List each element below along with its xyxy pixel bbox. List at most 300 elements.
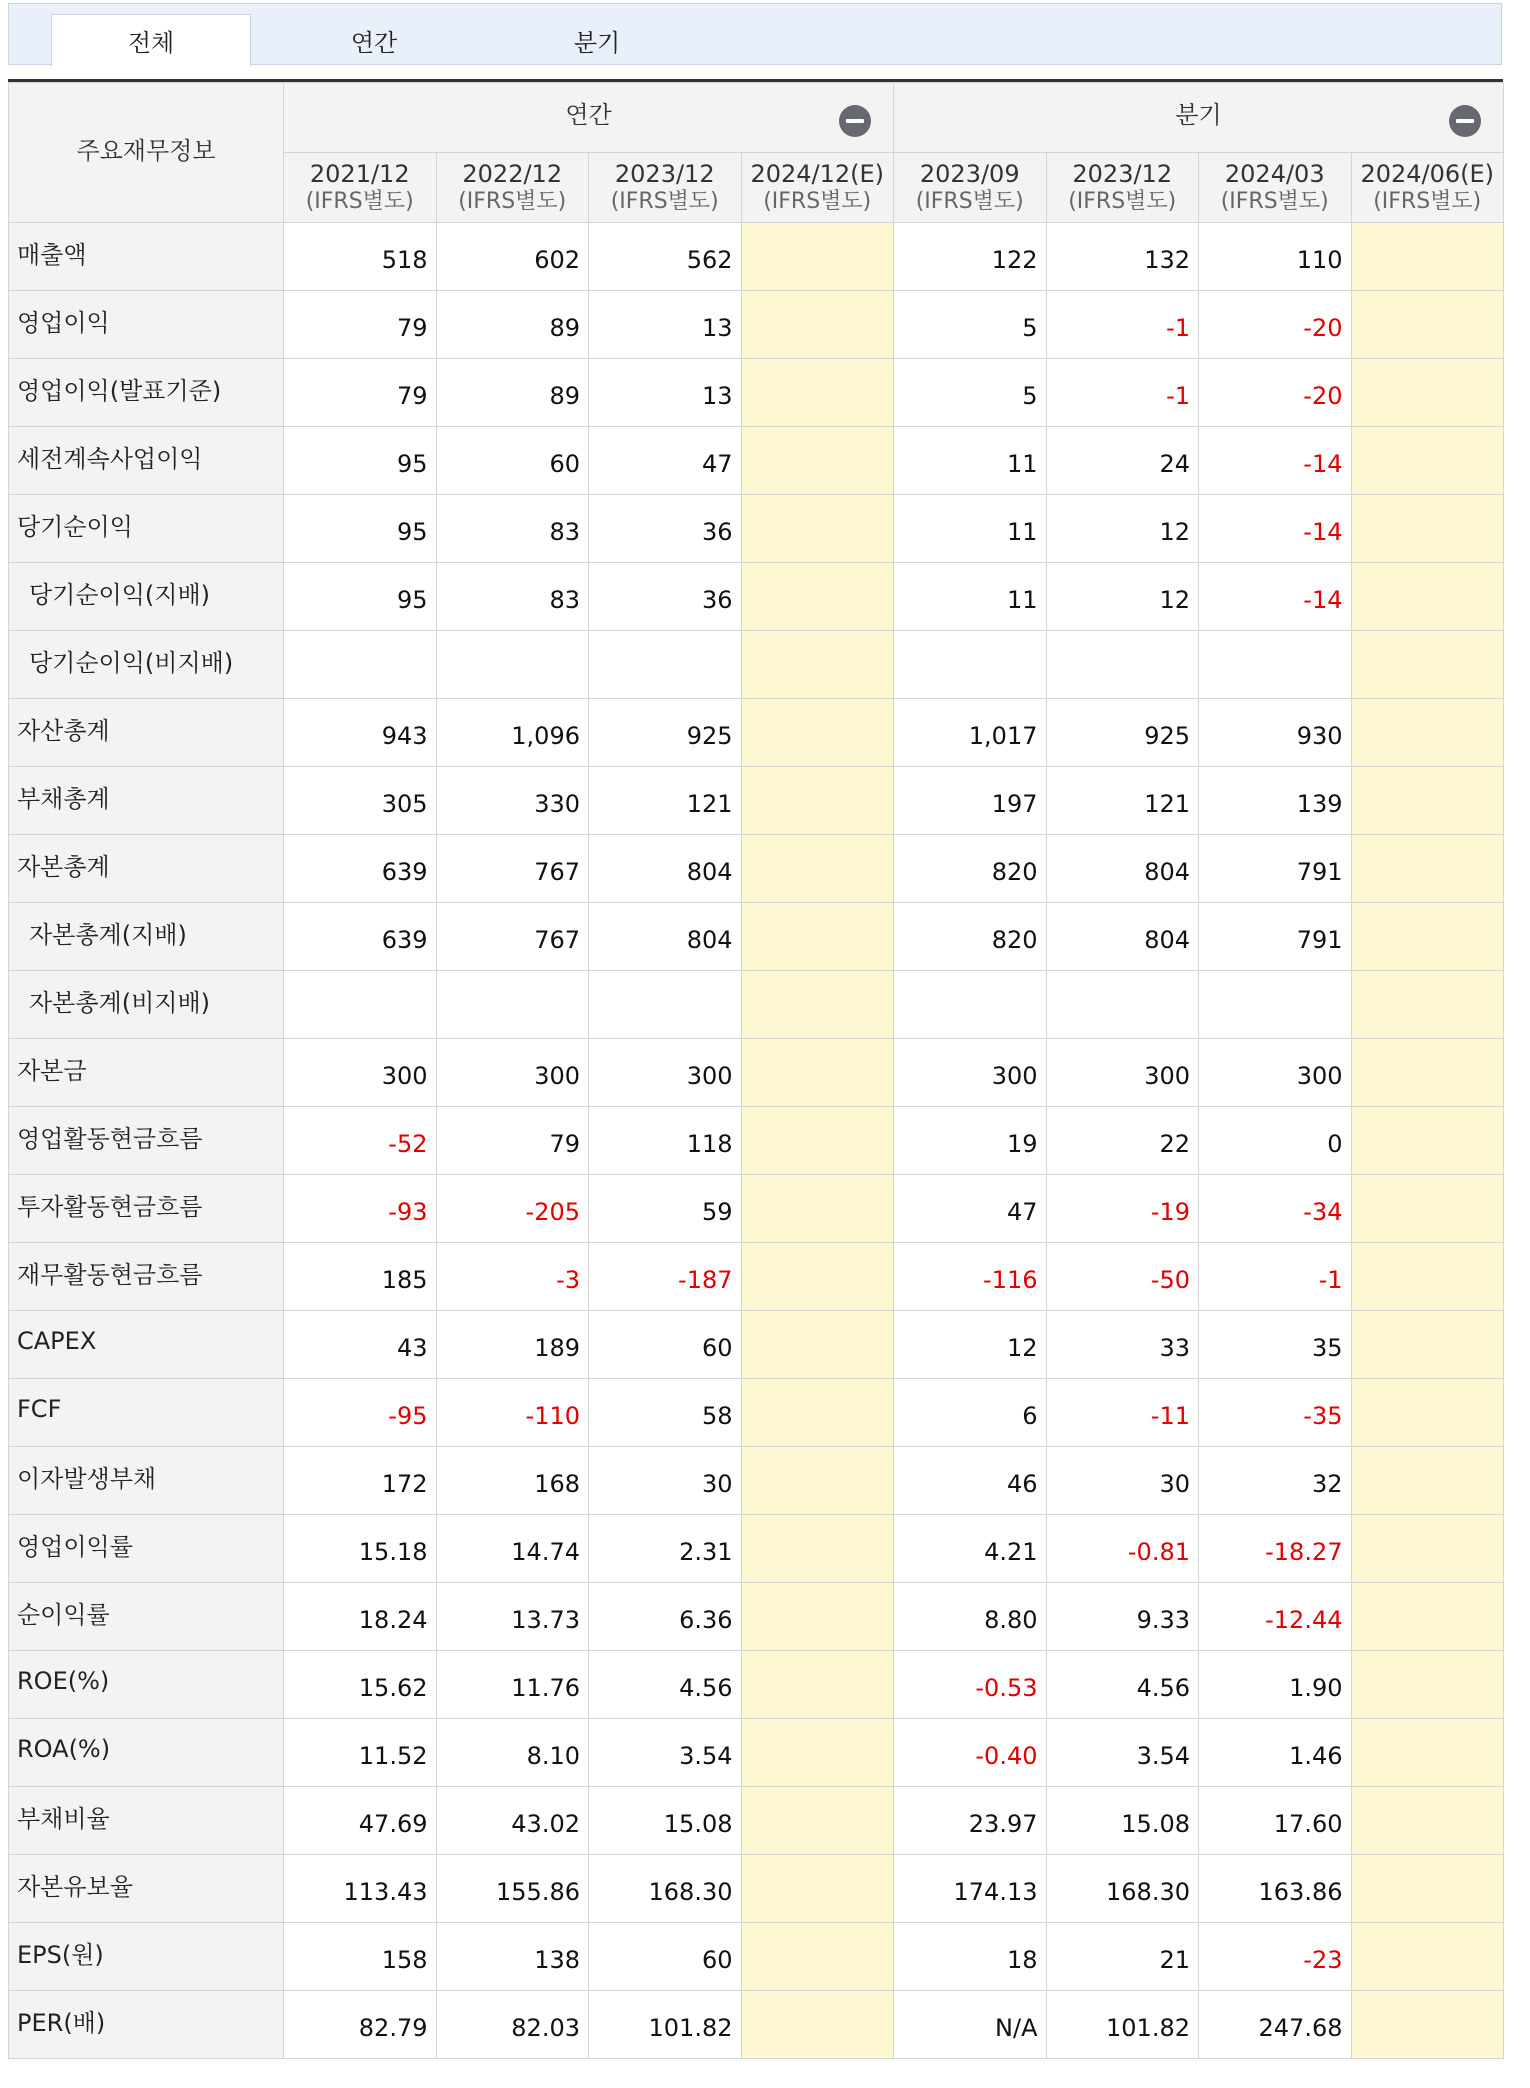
table-cell: 60 xyxy=(589,1923,742,1991)
row-label: 부채총계 xyxy=(9,767,284,835)
table-cell: -14 xyxy=(1199,495,1352,563)
table-cell: 17.60 xyxy=(1199,1787,1352,1855)
table-cell: 639 xyxy=(284,835,437,903)
table-cell xyxy=(1046,971,1199,1039)
table-cell: -12.44 xyxy=(1199,1583,1352,1651)
period-header xyxy=(894,153,1047,223)
table-cell: 930 xyxy=(1199,699,1352,767)
table-cell xyxy=(589,971,742,1039)
table-row xyxy=(9,495,1504,563)
table-body xyxy=(9,223,1504,2059)
period-basis: (IFRS별도) xyxy=(305,188,414,214)
table-cell: 12 xyxy=(894,1311,1047,1379)
row-label: 부채비율 xyxy=(9,1787,284,1855)
table-cell: 197 xyxy=(894,767,1047,835)
table-row xyxy=(9,1447,1504,1515)
table-cell: 47 xyxy=(589,427,742,495)
table-cell xyxy=(741,835,894,903)
table-cell: 79 xyxy=(284,291,437,359)
table-cell: -20 xyxy=(1199,359,1352,427)
table-cell: 767 xyxy=(436,835,589,903)
period-basis: (IFRS별도) xyxy=(1373,188,1482,214)
row-label: ROE(%) xyxy=(9,1651,284,1719)
corner-header: 주요재무정보 xyxy=(9,83,284,223)
period-header xyxy=(1046,153,1199,223)
table-cell: 4.21 xyxy=(894,1515,1047,1583)
table-cell: -20 xyxy=(1199,291,1352,359)
financial-summary-table xyxy=(8,82,1504,2059)
table-cell: 11.52 xyxy=(284,1719,437,1787)
table-cell: 83 xyxy=(436,563,589,631)
table-cell xyxy=(1351,835,1504,903)
table-cell xyxy=(1351,1855,1504,1923)
table-cell: 43.02 xyxy=(436,1787,589,1855)
table-cell: 33 xyxy=(1046,1311,1199,1379)
table-cell xyxy=(741,1923,894,1991)
table-cell: -52 xyxy=(284,1107,437,1175)
table-row xyxy=(9,1515,1504,1583)
row-label: ROA(%) xyxy=(9,1719,284,1787)
table-cell: 3.54 xyxy=(1046,1719,1199,1787)
row-label: 영업이익률 xyxy=(9,1515,284,1583)
table-cell xyxy=(1351,1175,1504,1243)
table-cell: 15.62 xyxy=(284,1651,437,1719)
table-cell xyxy=(894,971,1047,1039)
table-cell: -35 xyxy=(1199,1379,1352,1447)
table-cell xyxy=(741,971,894,1039)
table-row xyxy=(9,563,1504,631)
table-cell: 36 xyxy=(589,495,742,563)
table-cell: 1.90 xyxy=(1199,1651,1352,1719)
table-cell xyxy=(741,1787,894,1855)
table-cell xyxy=(741,903,894,971)
table-cell: 158 xyxy=(284,1923,437,1991)
table-cell: 11 xyxy=(894,427,1047,495)
table-cell: -110 xyxy=(436,1379,589,1447)
annual-group-label: 연간 xyxy=(565,101,612,129)
table-row xyxy=(9,631,1504,699)
table-cell: -0.81 xyxy=(1046,1515,1199,1583)
table-cell xyxy=(1199,971,1352,1039)
row-label: 당기순이익 xyxy=(9,495,284,563)
table-cell xyxy=(894,631,1047,699)
period-date: 2023/09 xyxy=(919,159,1020,188)
table-row xyxy=(9,767,1504,835)
period-header xyxy=(436,153,589,223)
table-cell: 8.80 xyxy=(894,1583,1047,1651)
period-date: 2022/12 xyxy=(462,159,563,188)
row-label: EPS(원) xyxy=(9,1923,284,1991)
table-cell: 11 xyxy=(894,495,1047,563)
table-cell: 791 xyxy=(1199,835,1352,903)
table-cell xyxy=(741,1447,894,1515)
table-cell xyxy=(1351,1923,1504,1991)
table-cell: -0.53 xyxy=(894,1651,1047,1719)
table-cell: 14.74 xyxy=(436,1515,589,1583)
table-cell: 6 xyxy=(894,1379,1047,1447)
table-cell: 791 xyxy=(1199,903,1352,971)
table-cell: 15.08 xyxy=(1046,1787,1199,1855)
financial-table-wrapper xyxy=(8,79,1503,2059)
table-cell: 3.54 xyxy=(589,1719,742,1787)
period-basis: (IFRS별도) xyxy=(915,188,1024,214)
table-cell: -205 xyxy=(436,1175,589,1243)
row-label: 세전계속사업이익 xyxy=(9,427,284,495)
tab-label: 분기 xyxy=(573,28,621,57)
minus-circle-icon[interactable] xyxy=(1449,105,1481,137)
row-label: 재무활동현금흐름 xyxy=(9,1243,284,1311)
table-cell xyxy=(1351,699,1504,767)
table-cell: 21 xyxy=(1046,1923,1199,1991)
table-cell: 60 xyxy=(589,1311,742,1379)
table-row xyxy=(9,1923,1504,1991)
table-cell: 121 xyxy=(589,767,742,835)
table-cell: 8.10 xyxy=(436,1719,589,1787)
table-cell: 168 xyxy=(436,1447,589,1515)
table-cell: 1,096 xyxy=(436,699,589,767)
table-cell: -93 xyxy=(284,1175,437,1243)
row-label: PER(배) xyxy=(9,1991,284,2059)
table-cell xyxy=(741,1991,894,2059)
table-cell: -19 xyxy=(1046,1175,1199,1243)
table-cell: 163.86 xyxy=(1199,1855,1352,1923)
table-cell: 89 xyxy=(436,359,589,427)
table-cell: 79 xyxy=(436,1107,589,1175)
period-basis: (IFRS별도) xyxy=(610,188,719,214)
table-cell: 602 xyxy=(436,223,589,291)
period-date: 2023/12 xyxy=(1072,159,1173,188)
table-cell: 47 xyxy=(894,1175,1047,1243)
table-cell: 15.18 xyxy=(284,1515,437,1583)
table-cell xyxy=(436,971,589,1039)
period-basis: (IFRS별도) xyxy=(1220,188,1329,214)
minus-circle-icon[interactable] xyxy=(839,105,871,137)
table-cell: 1.46 xyxy=(1199,1719,1352,1787)
table-cell xyxy=(741,223,894,291)
table-row xyxy=(9,359,1504,427)
table-row xyxy=(9,835,1504,903)
tab-quarterly[interactable] xyxy=(497,14,697,66)
table-row xyxy=(9,223,1504,291)
period-date: 2024/12(E) xyxy=(750,159,885,188)
table-cell: 19 xyxy=(894,1107,1047,1175)
table-cell xyxy=(1351,631,1504,699)
table-row xyxy=(9,699,1504,767)
table-row xyxy=(9,1719,1504,1787)
table-cell: 305 xyxy=(284,767,437,835)
table-row xyxy=(9,1991,1504,2059)
row-label: 당기순이익(비지배) xyxy=(9,631,284,699)
table-cell: 804 xyxy=(1046,835,1199,903)
table-cell: 562 xyxy=(589,223,742,291)
table-cell: -95 xyxy=(284,1379,437,1447)
table-cell xyxy=(1351,1107,1504,1175)
quarterly-group-header xyxy=(894,83,1504,153)
table-cell: 95 xyxy=(284,495,437,563)
table-cell xyxy=(1351,563,1504,631)
table-cell: 0 xyxy=(1199,1107,1352,1175)
table-cell: 172 xyxy=(284,1447,437,1515)
table-row xyxy=(9,1855,1504,1923)
row-label: 자본금 xyxy=(9,1039,284,1107)
table-cell: 300 xyxy=(436,1039,589,1107)
period-basis: (IFRS별도) xyxy=(763,188,872,214)
table-cell xyxy=(1351,1243,1504,1311)
table-cell xyxy=(741,1311,894,1379)
table-cell: 5 xyxy=(894,359,1047,427)
table-cell xyxy=(741,699,894,767)
table-cell: 13 xyxy=(589,291,742,359)
table-cell: 820 xyxy=(894,835,1047,903)
table-cell: 11 xyxy=(894,563,1047,631)
table-cell xyxy=(1351,767,1504,835)
table-cell: 82.03 xyxy=(436,1991,589,2059)
table-cell xyxy=(1199,631,1352,699)
table-row xyxy=(9,427,1504,495)
tab-label: 전체 xyxy=(127,29,175,57)
table-cell xyxy=(1351,971,1504,1039)
table-cell xyxy=(741,1515,894,1583)
row-label: 순이익률 xyxy=(9,1583,284,1651)
table-cell: 804 xyxy=(589,835,742,903)
table-row xyxy=(9,971,1504,1039)
table-cell: 23.97 xyxy=(894,1787,1047,1855)
table-cell xyxy=(284,971,437,1039)
table-cell: 89 xyxy=(436,291,589,359)
table-cell: 32 xyxy=(1199,1447,1352,1515)
table-cell xyxy=(741,1243,894,1311)
table-cell xyxy=(1351,359,1504,427)
table-cell: -18.27 xyxy=(1199,1515,1352,1583)
table-cell: 18.24 xyxy=(284,1583,437,1651)
table-cell xyxy=(741,1855,894,1923)
table-cell xyxy=(1351,1719,1504,1787)
table-cell: 138 xyxy=(436,1923,589,1991)
table-row xyxy=(9,1651,1504,1719)
table-cell xyxy=(741,1583,894,1651)
table-cell: 47.69 xyxy=(284,1787,437,1855)
table-row xyxy=(9,1175,1504,1243)
table-row xyxy=(9,1379,1504,1447)
table-cell: -1 xyxy=(1046,291,1199,359)
table-cell xyxy=(741,1379,894,1447)
table-cell: -14 xyxy=(1199,427,1352,495)
row-label: 영업활동현금흐름 xyxy=(9,1107,284,1175)
row-label: 영업이익(발표기준) xyxy=(9,359,284,427)
table-cell xyxy=(741,1719,894,1787)
table-cell: 60 xyxy=(436,427,589,495)
table-cell: 300 xyxy=(894,1039,1047,1107)
table-cell: 58 xyxy=(589,1379,742,1447)
table-cell xyxy=(741,495,894,563)
period-date: 2024/06(E) xyxy=(1360,159,1495,188)
table-cell: -116 xyxy=(894,1243,1047,1311)
table-cell: 95 xyxy=(284,563,437,631)
table-cell: 101.82 xyxy=(1046,1991,1199,2059)
table-cell: 12 xyxy=(1046,563,1199,631)
table-cell: 168.30 xyxy=(1046,1855,1199,1923)
table-cell xyxy=(1351,427,1504,495)
table-cell xyxy=(1351,291,1504,359)
annual-group-header xyxy=(284,83,894,153)
table-cell xyxy=(741,1651,894,1719)
table-cell: 1,017 xyxy=(894,699,1047,767)
row-label: 자본총계(비지배) xyxy=(9,971,284,1039)
table-cell xyxy=(436,631,589,699)
table-cell: 189 xyxy=(436,1311,589,1379)
table-cell: 11.76 xyxy=(436,1651,589,1719)
table-cell xyxy=(741,359,894,427)
table-cell: 4.56 xyxy=(1046,1651,1199,1719)
table-cell: 59 xyxy=(589,1175,742,1243)
table-cell: 122 xyxy=(894,223,1047,291)
table-cell: 15.08 xyxy=(589,1787,742,1855)
table-cell: 30 xyxy=(1046,1447,1199,1515)
row-label: 자본유보율 xyxy=(9,1855,284,1923)
period-date: 2021/12 xyxy=(309,159,410,188)
table-cell xyxy=(1351,1651,1504,1719)
table-cell xyxy=(741,427,894,495)
table-cell: 79 xyxy=(284,359,437,427)
table-cell: 132 xyxy=(1046,223,1199,291)
row-label: 자산총계 xyxy=(9,699,284,767)
table-cell xyxy=(741,1175,894,1243)
table-cell: 36 xyxy=(589,563,742,631)
tab-bar xyxy=(8,3,1502,65)
table-cell: 22 xyxy=(1046,1107,1199,1175)
table-cell: -50 xyxy=(1046,1243,1199,1311)
table-cell: 174.13 xyxy=(894,1855,1047,1923)
table-row xyxy=(9,1107,1504,1175)
table-cell xyxy=(741,1107,894,1175)
period-header xyxy=(1351,153,1504,223)
quarterly-group-label: 분기 xyxy=(1175,101,1222,129)
table-cell: 300 xyxy=(1046,1039,1199,1107)
row-label: 자본총계 xyxy=(9,835,284,903)
table-cell: 24 xyxy=(1046,427,1199,495)
table-cell xyxy=(741,291,894,359)
table-cell: 18 xyxy=(894,1923,1047,1991)
period-header xyxy=(284,153,437,223)
table-cell xyxy=(741,1039,894,1107)
table-cell: -14 xyxy=(1199,563,1352,631)
table-cell: -1 xyxy=(1199,1243,1352,1311)
table-cell xyxy=(1351,1379,1504,1447)
period-date: 2023/12 xyxy=(614,159,715,188)
table-cell: 13 xyxy=(589,359,742,427)
table-cell: 139 xyxy=(1199,767,1352,835)
table-row xyxy=(9,903,1504,971)
row-label: 자본총계(지배) xyxy=(9,903,284,971)
table-cell: 767 xyxy=(436,903,589,971)
table-cell: -3 xyxy=(436,1243,589,1311)
table-cell xyxy=(589,631,742,699)
table-cell: -0.40 xyxy=(894,1719,1047,1787)
table-row xyxy=(9,1311,1504,1379)
table-cell: 330 xyxy=(436,767,589,835)
row-label: FCF xyxy=(9,1379,284,1447)
row-label: 영업이익 xyxy=(9,291,284,359)
table-cell: 101.82 xyxy=(589,1991,742,2059)
table-cell: 820 xyxy=(894,903,1047,971)
table-cell: 804 xyxy=(589,903,742,971)
table-cell xyxy=(1351,1447,1504,1515)
table-cell: 95 xyxy=(284,427,437,495)
table-row xyxy=(9,1243,1504,1311)
table-cell: 6.36 xyxy=(589,1583,742,1651)
table-cell: -1 xyxy=(1046,359,1199,427)
table-cell: 300 xyxy=(284,1039,437,1107)
table-cell: -23 xyxy=(1199,1923,1352,1991)
table-cell xyxy=(1351,1039,1504,1107)
tab-label: 연간 xyxy=(350,28,398,57)
table-cell: 185 xyxy=(284,1243,437,1311)
table-cell xyxy=(1351,903,1504,971)
table-cell xyxy=(1351,223,1504,291)
row-label: CAPEX xyxy=(9,1311,284,1379)
tab-all[interactable] xyxy=(51,14,251,66)
row-label: 투자활동현금흐름 xyxy=(9,1175,284,1243)
tab-annual[interactable] xyxy=(274,14,474,66)
period-date: 2024/03 xyxy=(1224,159,1325,188)
row-label: 매출액 xyxy=(9,223,284,291)
table-row xyxy=(9,1039,1504,1107)
table-cell: N/A xyxy=(894,1991,1047,2059)
table-cell xyxy=(1351,1583,1504,1651)
table-cell: -34 xyxy=(1199,1175,1352,1243)
table-cell: 12 xyxy=(1046,495,1199,563)
table-cell xyxy=(741,563,894,631)
table-cell xyxy=(284,631,437,699)
table-cell: 110 xyxy=(1199,223,1352,291)
table-cell: 168.30 xyxy=(589,1855,742,1923)
table-cell xyxy=(1351,1515,1504,1583)
table-row xyxy=(9,1583,1504,1651)
table-cell: 82.79 xyxy=(284,1991,437,2059)
table-cell: 804 xyxy=(1046,903,1199,971)
table-cell xyxy=(741,631,894,699)
table-cell: -11 xyxy=(1046,1379,1199,1447)
table-cell xyxy=(1351,1787,1504,1855)
table-cell: 113.43 xyxy=(284,1855,437,1923)
table-cell: 43 xyxy=(284,1311,437,1379)
table-cell: 9.33 xyxy=(1046,1583,1199,1651)
table-row xyxy=(9,291,1504,359)
table-cell: 925 xyxy=(1046,699,1199,767)
table-cell: 300 xyxy=(589,1039,742,1107)
table-cell: 35 xyxy=(1199,1311,1352,1379)
table-cell: -187 xyxy=(589,1243,742,1311)
period-basis: (IFRS별도) xyxy=(1068,188,1177,214)
table-cell: 518 xyxy=(284,223,437,291)
table-cell: 155.86 xyxy=(436,1855,589,1923)
table-cell: 925 xyxy=(589,699,742,767)
table-cell xyxy=(1351,495,1504,563)
table-cell xyxy=(1351,1991,1504,2059)
table-cell: 118 xyxy=(589,1107,742,1175)
period-header xyxy=(741,153,894,223)
table-cell: 943 xyxy=(284,699,437,767)
table-cell: 2.31 xyxy=(589,1515,742,1583)
period-header xyxy=(589,153,742,223)
table-cell: 639 xyxy=(284,903,437,971)
table-cell xyxy=(1351,1311,1504,1379)
table-cell: 300 xyxy=(1199,1039,1352,1107)
row-label: 이자발생부채 xyxy=(9,1447,284,1515)
row-label: 당기순이익(지배) xyxy=(9,563,284,631)
table-cell: 4.56 xyxy=(589,1651,742,1719)
table-cell: 83 xyxy=(436,495,589,563)
